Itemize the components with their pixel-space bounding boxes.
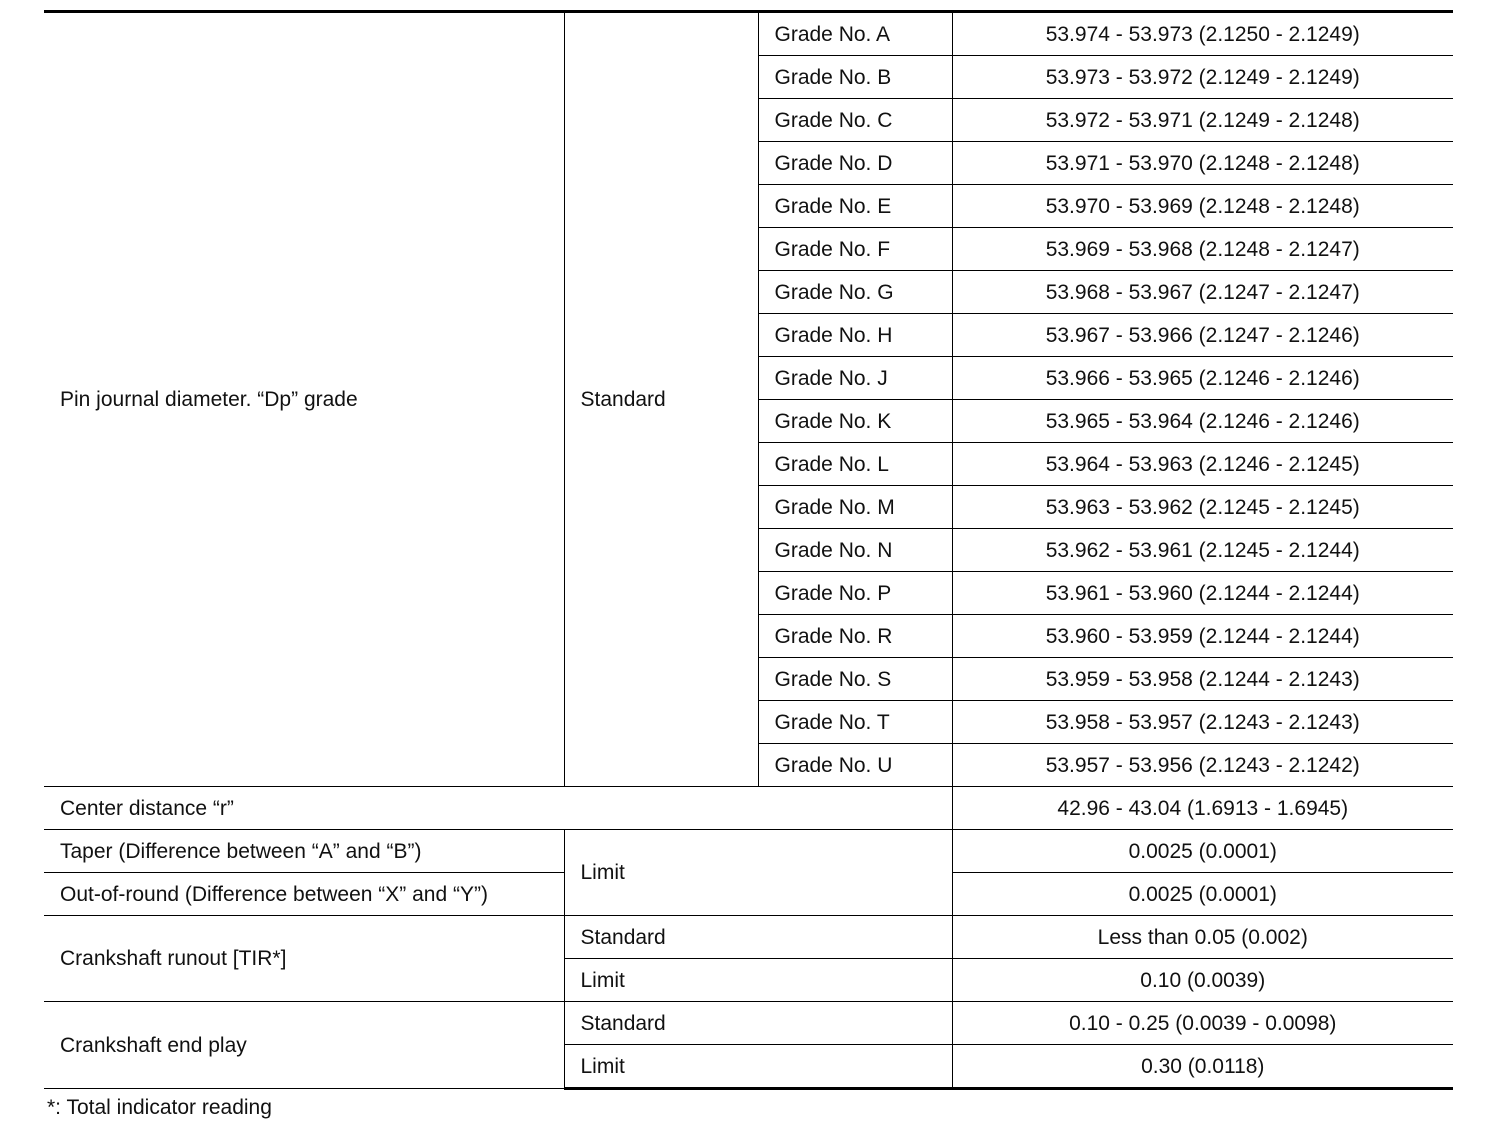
grade-value: 53.960 - 53.959 (2.1244 - 2.1244) [952,615,1453,658]
runout-limit-label: Limit [564,959,952,1002]
center-distance-label: Center distance “r” [44,787,952,830]
grade-label: Grade No. F [758,228,952,271]
grade-label: Grade No. G [758,271,952,314]
table-row [44,830,1453,873]
footnote: *: Total indicator reading [47,1096,272,1119]
grade-value: 53.972 - 53.971 (2.1249 - 2.1248) [952,99,1453,142]
grade-label: Grade No. A [758,12,952,56]
pin-journal-label: Pin journal diameter. “Dp” grade [44,12,564,787]
grade-value: 53.968 - 53.967 (2.1247 - 2.1247) [952,271,1453,314]
table-row [44,916,1453,959]
runout-limit-value: 0.10 (0.0039) [952,959,1453,1002]
out-of-round-label: Out-of-round (Difference between “X” and “Y”) [44,873,564,916]
taper-value: 0.0025 (0.0001) [952,830,1453,873]
grade-label: Grade No. T [758,701,952,744]
grade-value: 53.974 - 53.973 (2.1250 - 2.1249) [952,12,1453,56]
grade-value: 53.963 - 53.962 (2.1245 - 2.1245) [952,486,1453,529]
grade-label: Grade No. H [758,314,952,357]
grade-value: 53.961 - 53.960 (2.1244 - 2.1244) [952,572,1453,615]
grade-value: 53.970 - 53.969 (2.1248 - 2.1248) [952,185,1453,228]
grade-label: Grade No. N [758,529,952,572]
out-of-round-value: 0.0025 (0.0001) [952,873,1453,916]
end-play-standard-value: 0.10 - 0.25 (0.0039 - 0.0098) [952,1002,1453,1045]
grade-value: 53.962 - 53.961 (2.1245 - 2.1244) [952,529,1453,572]
grade-label: Grade No. J [758,357,952,400]
center-distance-value: 42.96 - 43.04 (1.6913 - 1.6945) [952,787,1453,830]
grade-label: Grade No. L [758,443,952,486]
table-row [44,787,1453,830]
grade-label: Grade No. R [758,615,952,658]
grade-label: Grade No. K [758,400,952,443]
runout-standard-value: Less than 0.05 (0.002) [952,916,1453,959]
grade-value: 53.967 - 53.966 (2.1247 - 2.1246) [952,314,1453,357]
end-play-limit-value: 0.30 (0.0118) [952,1045,1453,1089]
end-play-label: Crankshaft end play [44,1002,564,1089]
crankshaft-spec-table [44,10,1453,1090]
table-row [44,1002,1453,1045]
grade-label: Grade No. C [758,99,952,142]
grade-value: 53.966 - 53.965 (2.1246 - 2.1246) [952,357,1453,400]
grade-value: 53.965 - 53.964 (2.1246 - 2.1246) [952,400,1453,443]
table-row [44,12,1453,56]
grade-label: Grade No. E [758,185,952,228]
grade-label: Grade No. U [758,744,952,787]
grade-value: 53.958 - 53.957 (2.1243 - 2.1243) [952,701,1453,744]
grade-label: Grade No. M [758,486,952,529]
grade-value: 53.973 - 53.972 (2.1249 - 2.1249) [952,56,1453,99]
grade-value: 53.957 - 53.956 (2.1243 - 2.1242) [952,744,1453,787]
grade-value: 53.971 - 53.970 (2.1248 - 2.1248) [952,142,1453,185]
grade-label: Grade No. D [758,142,952,185]
runout-standard-label: Standard [564,916,952,959]
grade-label: Grade No. P [758,572,952,615]
grade-value: 53.959 - 53.958 (2.1244 - 2.1243) [952,658,1453,701]
grade-value: 53.964 - 53.963 (2.1246 - 2.1245) [952,443,1453,486]
end-play-standard-label: Standard [564,1002,952,1045]
grade-label: Grade No. B [758,56,952,99]
roundness-type: Limit [564,830,952,916]
pin-journal-type: Standard [564,12,758,787]
taper-label: Taper (Difference between “A” and “B”) [44,830,564,873]
grade-value: 53.969 - 53.968 (2.1248 - 2.1247) [952,228,1453,271]
end-play-limit-label: Limit [564,1045,952,1089]
grade-label: Grade No. S [758,658,952,701]
runout-label: Crankshaft runout [TIR*] [44,916,564,1002]
spec-table-body [44,12,1453,1089]
